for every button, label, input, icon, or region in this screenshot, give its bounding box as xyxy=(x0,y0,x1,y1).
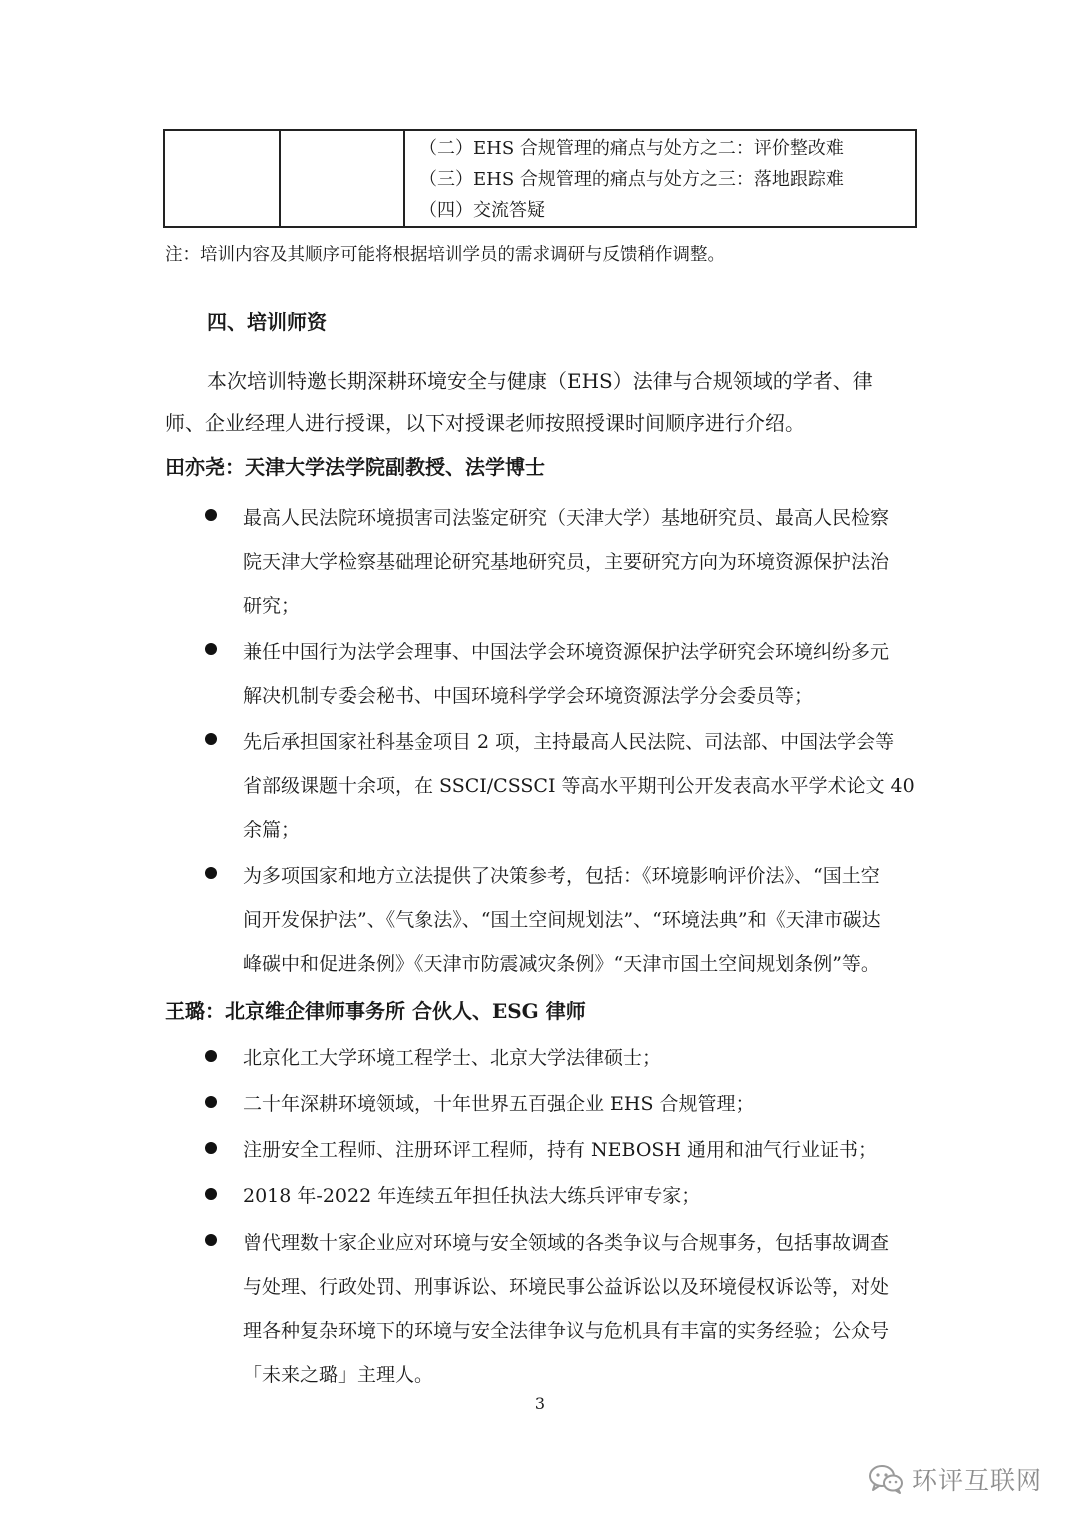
list-item-line: 「未来之璐」主理人。 xyxy=(243,1364,434,1386)
list-item xyxy=(165,720,917,852)
list-item xyxy=(165,1173,917,1219)
intro-line: 师、企业经理人进行授课，以下对授课老师按照授课时间顺序进行介绍。 xyxy=(165,411,805,435)
list-item-line: 2018 年-2022 年连续五年担任执法大练兵评审专家； xyxy=(243,1185,701,1207)
bullet-icon xyxy=(205,1096,217,1108)
list-item-line: 兼任中国行为法学会理事、中国法学会环境资源保护法学研究会环境纠纷多元 xyxy=(243,641,890,663)
list-item-line: 峰碳中和促进条例》《天津市防震减灾条例》“天津市国土空间规划条例”等。 xyxy=(243,953,880,975)
intro-paragraph xyxy=(165,360,917,444)
table-cell-empty xyxy=(164,130,280,227)
table-line: （三）EHS 合规管理的痛点与处方之三：落地跟踪难 xyxy=(419,169,844,190)
wechat-icon xyxy=(868,1463,904,1495)
list-item xyxy=(165,1081,917,1127)
instructor-heading: 田亦尧：天津大学法学院副教授、法学博士 xyxy=(165,455,545,479)
list-item-line: 研究； xyxy=(243,595,301,617)
bullet-icon xyxy=(205,733,217,745)
table-cell-content xyxy=(404,130,916,227)
intro-line: 本次培训特邀长期深耕环境安全与健康（EHS）法律与合规领域的学者、律 xyxy=(207,369,873,393)
list-item xyxy=(165,1219,917,1397)
page-number: 3 xyxy=(534,1394,546,1413)
bullet-icon xyxy=(205,1050,217,1062)
list-item xyxy=(165,496,917,628)
list-item-line: 余篇； xyxy=(243,819,301,841)
bullet-icon xyxy=(205,643,217,655)
list-item-line: 二十年深耕环境领域，十年世界五百强企业 EHS 合规管理； xyxy=(243,1093,755,1115)
list-item-line: 注册安全工程师、注册环评工程师，持有 NEBOSH 通用和油气行业证书； xyxy=(243,1139,878,1161)
table-note: 注：培训内容及其顺序可能将根据培训学员的需求调研与反馈稍作调整。 xyxy=(165,245,725,265)
bullet-icon xyxy=(205,509,217,521)
list-item xyxy=(165,854,917,986)
list-item xyxy=(165,1035,917,1081)
table-row xyxy=(164,130,916,227)
list-item-line: 间开发保护法”、《气象法》、“国土空间规划法”、“环境法典”和《天津市碳达 xyxy=(243,909,881,931)
bullet-icon xyxy=(205,1234,217,1246)
table-line: （二）EHS 合规管理的痛点与处方之二：评价整改难 xyxy=(419,138,844,159)
list-item xyxy=(165,630,917,718)
list-item-line: 曾代理数十家企业应对环境与安全领域的各类争议与合规事务，包括事故调查 xyxy=(243,1232,890,1254)
watermark-text: 环评互联网 xyxy=(911,1466,1042,1495)
list-item-line: 为多项国家和地方立法提供了决策参考，包括：《环境影响评价法》、“国土空 xyxy=(243,865,880,887)
section-title: 四、培训师资 xyxy=(207,310,327,334)
list-item-line: 院天津大学检察基础理论研究基地研究员，主要研究方向为环境资源保护法治 xyxy=(243,551,890,573)
instructor-bullets xyxy=(165,496,917,986)
instructor-bullets xyxy=(165,1035,917,1397)
list-item-line: 与处理、行政处罚、刑事诉讼、环境民事公益诉讼以及环境侵权诉讼等，对处 xyxy=(243,1276,890,1298)
bullet-icon xyxy=(205,1188,217,1200)
schedule-table xyxy=(163,129,917,228)
table-cell-empty xyxy=(280,130,404,227)
instructor-heading: 王璐：北京维企律师事务所 合伙人、ESG 律师 xyxy=(165,999,586,1023)
list-item-line: 北京化工大学环境工程学士、北京大学法律硕士； xyxy=(243,1047,662,1069)
list-item-line: 省部级课题十余项，在 SSCI/CSSCI 等高水平期刊公开发表高水平学术论文 40 xyxy=(243,775,915,797)
list-item-line: 理各种复杂环境下的环境与安全法律争议与危机具有丰富的实务经验；公众号 xyxy=(243,1320,890,1342)
list-item-line: 先后承担国家社科基金项目 2 项，主持最高人民法院、司法部、中国法学会等 xyxy=(243,731,895,753)
list-item xyxy=(165,1127,917,1173)
table-line: （四）交流答疑 xyxy=(419,200,545,221)
bullet-icon xyxy=(205,867,217,879)
bullet-icon xyxy=(205,1142,217,1154)
list-item-line: 解决机制专委会秘书、中国环境科学学会环境资源法学分会委员等； xyxy=(243,685,814,707)
list-item-line: 最高人民法院环境损害司法鉴定研究（天津大学）基地研究员、最高人民检察 xyxy=(243,507,890,529)
watermark xyxy=(868,1459,1042,1499)
